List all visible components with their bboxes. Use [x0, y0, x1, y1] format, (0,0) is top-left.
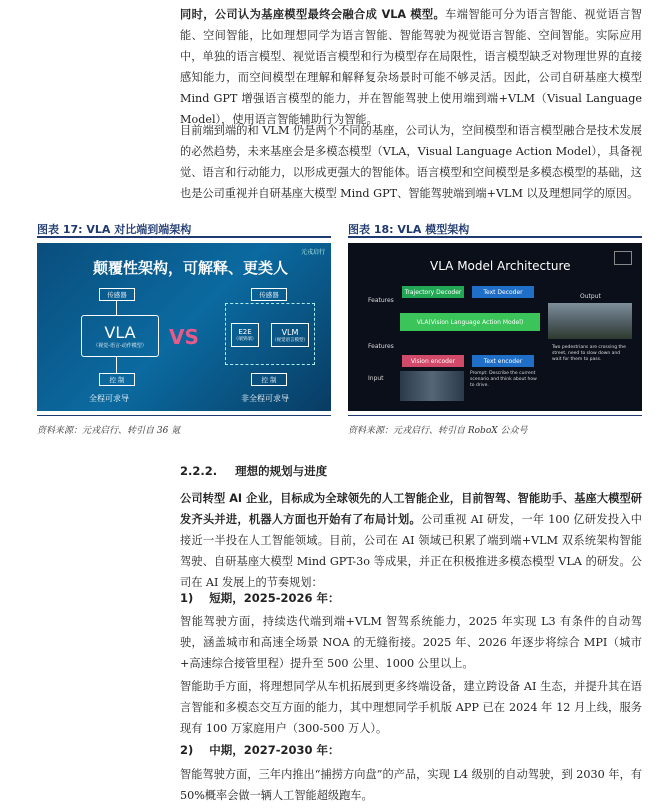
section-number: 2.2.2.: [180, 464, 218, 478]
right-sensor-box: 传感器: [251, 288, 287, 301]
vlm-box: VLM （视觉语言模型）: [271, 323, 309, 347]
e2e-box: E2E （端到端）: [231, 323, 259, 347]
figure-17-source-rule: [37, 415, 331, 416]
intro-text: 车端智能可分为语言智能、视觉语言智能、空间智能，比如理想同学为语言智能、智能驾驶为视觉语言智能、空间智能。实际应用中，单独的语言模型、视觉语言模型和行为模型存在局限性，语言模型缺乏对物理世界的直接感知能力，而空间模型在理解和解释复杂场景时可能不够灵活。因此，公司自研基座大模型 Mind GPT 增强语言模型的能力，并在智能驾驶上使用端到端+VLM（Visual Language Model），使用语言智能辅助行为智能。: [180, 8, 642, 126]
left-arrow-1: [116, 301, 117, 315]
figure-17-rule: [37, 236, 331, 238]
section-title: 理想的规划与进度: [235, 464, 328, 478]
camera-frames: [400, 371, 464, 401]
prompt-text: Prompt: Describe the current scenario and think about how to drive.: [470, 371, 537, 388]
vla-main-box: VLA(Vision Language Action Model): [400, 313, 540, 331]
intro-paragraph: [180, 4, 642, 130]
figure-18-image: [348, 243, 642, 411]
vs-label: VS: [169, 325, 199, 349]
figure-18-source: 资料来源：元戎启行、转引自 RoboX 公众号: [348, 426, 528, 436]
right-control-box: 控 制: [251, 373, 287, 386]
intro-bold: 同时，公司认为基座模型最终会融合成 VLA 模型。: [180, 8, 446, 21]
figure-18-heading: VLA Model Architecture: [430, 259, 571, 273]
figure-18-source-rule: [348, 415, 642, 416]
ai-strategy-text: 公司重视 AI 研发，一年 100 亿研发投入中接近一半投在人工智能领域。目前，公司在 AI 领域已积累了端到端+VLM 双系统架构智能驾驶、自研基座大模型 Mind GPT-3o 等成果，并正在积极推进多模态模型 VLA 的研发。公司在 AI 发展上的节奏规划：: [180, 513, 642, 589]
figure-17-source: 资料来源：元戎启行、转引自 36 氪: [37, 426, 181, 436]
vla-text: 目前端到端的和 VLM 仍是两个不同的基座，公司认为，空间模型和语言模型融合是技术发展的必然趋势，未来基座会是多模态模型（VLA，Visual Language Action Model），具备视觉、语言和行动能力，以形成更强大的智能体。语言模型和空间模型是多模态模型的基础，这也是公司重视并自研基座大模型 Mind GPT、智能驾驶端到端+VLM 以及理想同学的原因。: [180, 124, 642, 200]
output-road-scene: [548, 303, 632, 339]
output-label: Output: [580, 293, 601, 300]
left-control-box: 控 制: [99, 373, 135, 386]
figure-18-rule: [348, 236, 642, 238]
section-heading: [180, 463, 327, 479]
figure-17-brand: 元戎启行: [300, 249, 325, 256]
right-caption: 非全程可求导: [241, 394, 289, 403]
figure-17-headline: 颠覆性架构，可解释、更类人: [93, 259, 289, 277]
mid-term-heading: 2) 中期，2027-2030 年：: [180, 743, 340, 757]
text-encoder-box: Text encoder: [472, 355, 534, 367]
left-arrow-2: [116, 357, 117, 373]
left-caption: 全程可求导: [89, 394, 129, 403]
ai-strategy-bold: 公司转型 AI 企业，目标成为全球领先的人工智能企业，目前智驾、智能助手、基座大模型研发齐头并进，机器人方面也开始有了布局计划。: [180, 492, 642, 526]
vision-encoder-box: Vision encoder: [402, 355, 464, 367]
figure-18-title: 图表 18: VLA 模型架构: [348, 223, 470, 236]
short-term-driving-paragraph: 智能驾驶方面，持续迭代端到端+VLM 智驾系统能力，2025 年实现 L3 有条件的自动驾驶，涵盖城市和高速全场景 NOA 的无缝衔接。2025 年、2026 年逐步将综合 MPI（城市+高速综合接管里程）提升至 500 公里、1000 公里以上。: [180, 615, 642, 670]
mid-term-driving-paragraph: 智能驾驶方面，三年内推出“捕捞方向盘”的产品，实现 L4 级别的自动驾驶，到 2030 年，有 50%概率会做一辆人工智能超级跑车。: [180, 768, 642, 802]
vla-box: VLA （视觉-语言-动作模型）: [81, 315, 159, 357]
input-label: Input: [368, 375, 384, 382]
vla-paragraph: [180, 120, 642, 204]
figure-18-logo-icon: [614, 251, 632, 265]
ai-strategy-paragraph: [180, 488, 642, 593]
short-term-heading: 1) 短期，2025-2026 年：: [180, 591, 340, 605]
text-decoder-box: Text Decoder: [472, 286, 534, 298]
short-term-assistant-paragraph: 智能助手方面，将理想同学从车机拓展到更多终端设备，建立跨设备 AI 生态，并提升其在语言智能和多模态交互方面的能力，其中理想同学手机版 APP 已在 2024 年 12 月上线，服务现有 100 万家庭用户（300-500 万人）。: [180, 680, 642, 735]
answer-text: Two pedestrians are crossing the street, need to slow down and wait for them to pass.: [552, 345, 626, 362]
left-sensor-box: 传感器: [99, 288, 135, 301]
figure-17-title: 图表 17: VLA 对比端到端架构: [37, 223, 192, 236]
features-label-2: Features: [368, 343, 394, 350]
trajectory-decoder-box: Trajectory Decoder: [402, 286, 464, 298]
features-label-1: Features: [368, 297, 394, 304]
figure-17-image: [37, 243, 331, 411]
